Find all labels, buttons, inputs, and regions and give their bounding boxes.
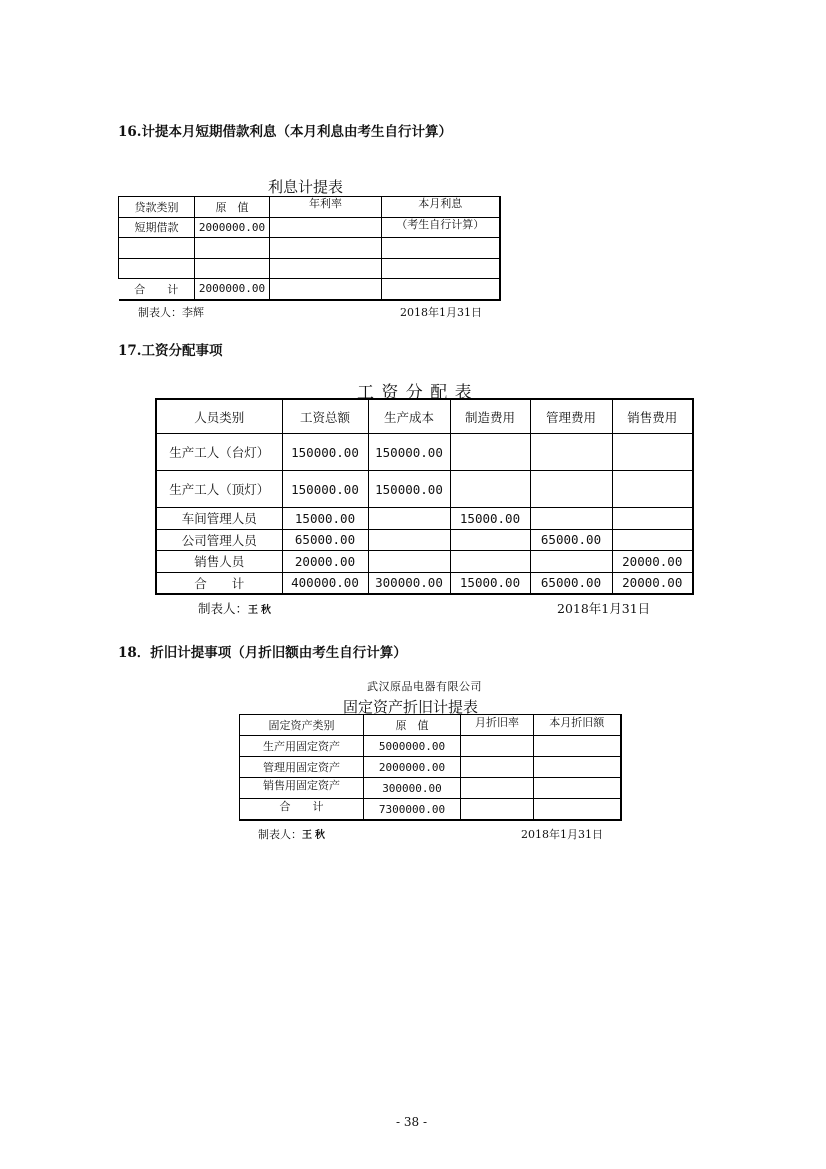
table-cell: 150000.00 <box>368 471 450 508</box>
table-cell: 65000.00 <box>530 529 612 551</box>
table-cell: 20000.00 <box>612 572 693 594</box>
table-cell: 65000.00 <box>282 529 368 551</box>
table-row <box>156 529 693 551</box>
table-cell <box>270 258 382 279</box>
table-date: 2018年1月31日 <box>557 601 651 616</box>
table-row <box>156 471 693 508</box>
table-cell <box>270 279 382 300</box>
interest-table-title: 利息计提表 <box>268 178 344 196</box>
table-cell <box>461 736 534 757</box>
header-cell: 人员类别 <box>156 399 282 434</box>
section-16-heading: 16.计提本月短期借款利息（本月利息由考生自行计算） <box>118 124 452 140</box>
header-cell: 原 值 <box>364 715 461 736</box>
table-cell <box>450 529 530 551</box>
section-18-heading: 18．折旧计提事项（月折旧额由考生自行计算） <box>118 645 407 661</box>
table-cell: 合 计 <box>119 279 195 300</box>
table-cell: 销售用固定资产 <box>240 778 364 799</box>
table-cell: 20000.00 <box>612 551 693 573</box>
table-date: 2018年1月31日 <box>521 828 603 841</box>
table-cell <box>612 508 693 530</box>
header-cell: 生产成本 <box>368 399 450 434</box>
table-total-row <box>156 572 693 594</box>
depreciation-table-title: 固定资产折旧计提表 <box>343 698 479 716</box>
table-cell: 2000000.00 <box>195 279 270 300</box>
section-17-heading: 17.工资分配事项 <box>118 343 223 359</box>
header-cell: 月折旧率 <box>461 715 534 736</box>
table-cell: 400000.00 <box>282 572 368 594</box>
interest-accrual-table <box>118 196 501 301</box>
table-row <box>240 757 621 778</box>
preparer-label: 制表人： <box>258 828 302 841</box>
table-cell: 2000000.00 <box>195 217 270 238</box>
table-date: 2018年1月31日 <box>400 306 482 319</box>
table-cell <box>119 258 195 279</box>
table-header-row <box>156 399 693 434</box>
table-cell: 65000.00 <box>530 572 612 594</box>
header-cell: 年利率 <box>270 197 382 218</box>
table-row <box>156 508 693 530</box>
preparer-signature: 王秋 <box>302 830 328 841</box>
table-cell: 生产工人（顶灯） <box>156 471 282 508</box>
preparer-label: 制表人：李辉 <box>138 306 204 319</box>
header-cell: 工资总额 <box>282 399 368 434</box>
table-cell <box>450 434 530 471</box>
table-total-row <box>240 799 621 821</box>
table-row <box>119 258 500 279</box>
table-cell: 7300000.00 <box>364 799 461 821</box>
header-cell: 制造费用 <box>450 399 530 434</box>
preparer-signature: 王秋 <box>248 605 275 616</box>
table-cell: 150000.00 <box>282 471 368 508</box>
company-name: 武汉原品电器有限公司 <box>367 680 482 693</box>
table-cell <box>450 471 530 508</box>
salary-table-title: 工 资 分 配 表 <box>357 383 473 403</box>
table-cell <box>534 736 621 757</box>
table-cell: 公司管理人员 <box>156 529 282 551</box>
table-row <box>240 778 621 799</box>
table-cell: 生产用固定资产 <box>240 736 364 757</box>
depreciation-table <box>239 714 622 821</box>
table-cell <box>612 434 693 471</box>
table-cell <box>382 238 500 259</box>
preparer-line <box>258 826 328 842</box>
table-cell: 合 计 <box>156 572 282 594</box>
preparer-line <box>198 599 274 617</box>
table-cell: 20000.00 <box>282 551 368 573</box>
table-cell <box>530 551 612 573</box>
table-cell <box>450 551 530 573</box>
table-cell <box>195 258 270 279</box>
salary-allocation-table <box>155 398 694 595</box>
table-cell <box>195 238 270 259</box>
table-cell: 15000.00 <box>282 508 368 530</box>
table-cell: 2000000.00 <box>364 757 461 778</box>
table-header-row <box>240 715 621 736</box>
table-cell: 短期借款 <box>119 217 195 238</box>
table-cell <box>461 778 534 799</box>
table-row <box>119 217 500 238</box>
table-cell <box>368 551 450 573</box>
page-number: - 38 - <box>396 1115 428 1129</box>
header-cell: 原 值 <box>195 197 270 218</box>
table-row <box>156 434 693 471</box>
table-cell <box>368 529 450 551</box>
header-cell: 固定资产类别 <box>240 715 364 736</box>
table-cell: 5000000.00 <box>364 736 461 757</box>
table-cell <box>612 529 693 551</box>
table-cell: 150000.00 <box>282 434 368 471</box>
table-cell: 15000.00 <box>450 508 530 530</box>
table-cell <box>534 778 621 799</box>
table-cell: 管理用固定资产 <box>240 757 364 778</box>
table-cell <box>382 258 500 279</box>
table-total-row <box>119 279 500 300</box>
table-cell <box>270 217 382 238</box>
header-cell: 本月折旧额 <box>534 715 621 736</box>
table-cell <box>530 434 612 471</box>
table-cell: 生产工人（台灯） <box>156 434 282 471</box>
table-cell: 15000.00 <box>450 572 530 594</box>
table-cell <box>119 238 195 259</box>
table-cell <box>530 508 612 530</box>
table-row <box>156 551 693 573</box>
table-row <box>240 736 621 757</box>
header-cell: 本月利息 <box>382 197 500 218</box>
table-cell <box>530 471 612 508</box>
table-cell <box>461 799 534 821</box>
table-row <box>119 238 500 259</box>
table-cell <box>270 238 382 259</box>
header-cell: 销售费用 <box>612 399 693 434</box>
table-cell <box>368 508 450 530</box>
table-cell <box>534 757 621 778</box>
table-header-row <box>119 197 500 218</box>
table-cell <box>534 799 621 821</box>
table-cell <box>382 279 500 300</box>
preparer-label: 制表人： <box>198 601 249 616</box>
table-cell: 300000.00 <box>364 778 461 799</box>
table-cell: 合 计 <box>240 799 364 821</box>
header-cell: 管理费用 <box>530 399 612 434</box>
table-cell <box>612 471 693 508</box>
table-cell <box>461 757 534 778</box>
table-cell: 销售人员 <box>156 551 282 573</box>
header-cell: 贷款类别 <box>119 197 195 218</box>
table-cell: 车间管理人员 <box>156 508 282 530</box>
table-cell: 150000.00 <box>368 434 450 471</box>
table-cell: （考生自行计算） <box>382 217 500 238</box>
table-cell: 300000.00 <box>368 572 450 594</box>
